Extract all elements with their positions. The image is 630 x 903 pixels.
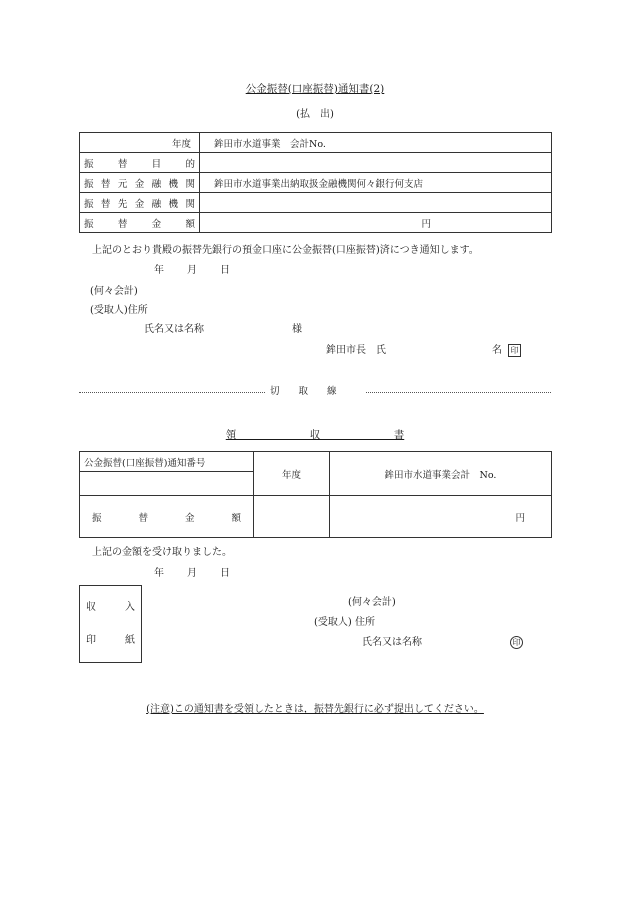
receipt-title: 領 収 書 — [225, 429, 405, 441]
notice-table — [79, 132, 552, 233]
source-value: 鉾田市水道事業出納取扱金融機関何々銀行何支店 — [200, 173, 552, 193]
year-label: 年度 — [80, 133, 200, 153]
source-label-text: 振 替 元 金 融 機 関 — [84, 178, 195, 190]
receipt-date-year: 年 — [154, 568, 164, 579]
receipt-received-text: 上記の金額を受け取りました。 — [92, 547, 232, 558]
notice-row-source — [80, 173, 552, 193]
cutline-right — [366, 392, 551, 393]
amount-unit: 円 — [200, 213, 552, 233]
receipt-amount-blank[interactable] — [254, 496, 330, 538]
receipt-date-day: 日 — [220, 568, 230, 579]
receipt-amount-unit: 円 — [330, 496, 552, 538]
notice-subtitle: (払 出) — [296, 109, 334, 120]
receipt-year-label: 年度 — [254, 452, 330, 496]
receipt-row-number — [80, 452, 552, 472]
stamp-line-2-text: 印 紙 — [86, 635, 135, 646]
receipt-amount-label-text: 振 替 金 額 — [92, 512, 241, 524]
notice-number-label: 公金振替(口座振替)通知番号 — [80, 452, 254, 472]
stamp-line-2 — [86, 636, 135, 646]
receipt-row-amount — [80, 496, 552, 538]
receipt-date-month: 月 — [187, 568, 197, 579]
notice-recipient-name: 氏名又は名称 — [144, 324, 204, 335]
source-label — [80, 173, 200, 193]
receipt-amount-label — [80, 496, 254, 538]
receipt-seal — [510, 636, 523, 649]
year-value: 鉾田市水道事業 会計No. — [200, 133, 552, 153]
notice-date-month: 月 — [187, 265, 197, 276]
amount-label-text: 振 替 金 額 — [84, 218, 195, 230]
footer-note: (注意)この通知書を受領したときは，振替先銀行に必ず提出してください。 — [146, 704, 484, 715]
notice-recipient-address: (受取人)住所 — [90, 305, 148, 316]
receipt-table — [79, 451, 552, 538]
notice-number-value[interactable] — [80, 472, 254, 496]
receipt-account: (何々会計) — [348, 597, 396, 608]
notice-date-day: 日 — [220, 265, 230, 276]
dest-label-text: 振 替 先 金 融 機 関 — [84, 198, 195, 210]
notice-issuer: 鉾田市長 氏 — [326, 345, 386, 356]
seal-icon: 印 — [508, 344, 521, 357]
revenue-stamp-box — [79, 585, 142, 663]
notice-row-year — [80, 133, 552, 153]
notice-row-dest — [80, 193, 552, 213]
purpose-label — [80, 153, 200, 173]
notice-title: 公金振替(口座振替)通知書(2) — [245, 83, 385, 95]
notice-issuer-name-label: 名 — [492, 345, 502, 356]
purpose-value[interactable] — [200, 153, 552, 173]
notice-row-amount — [80, 213, 552, 233]
notice-date-year: 年 — [154, 265, 164, 276]
purpose-label-text: 振 替 目 的 — [84, 158, 195, 170]
dest-label — [80, 193, 200, 213]
stamp-line-1-text: 収 入 — [86, 602, 135, 613]
cutline-left — [79, 392, 265, 393]
receipt-recipient-name: 氏名又は名称 — [362, 637, 422, 648]
notice-account: (何々会計) — [90, 286, 138, 297]
stamp-line-1 — [86, 603, 135, 613]
notice-body-text: 上記のとおり貴殿の振替先銀行の預金口座に公金振替(口座振替)済につき通知します。 — [92, 245, 479, 256]
receipt-account-value: 鉾田市水道事業会計 No. — [330, 452, 552, 496]
notice-honorific: 様 — [292, 324, 302, 335]
receipt-recipient-address: (受取人) 住所 — [314, 617, 375, 628]
round-seal-icon: 印 — [510, 636, 523, 649]
notice-row-purpose — [80, 153, 552, 173]
cutline-label: 切 取 線 — [270, 386, 337, 397]
dest-value[interactable] — [200, 193, 552, 213]
amount-label — [80, 213, 200, 233]
notice-seal — [508, 344, 521, 357]
